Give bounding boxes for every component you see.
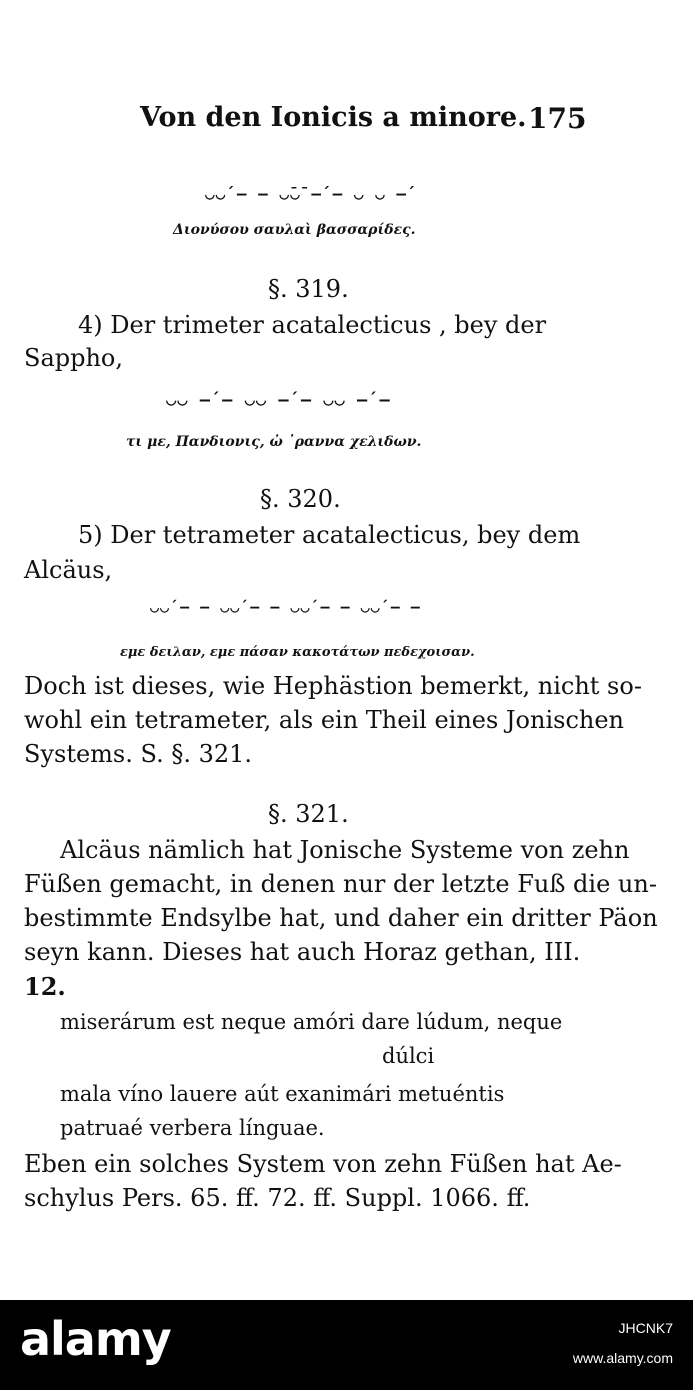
latin-verse-line-1: miserárum est neque amóri dare lúdum, neque [60,1010,563,1034]
para-320-line-2: Alcäus, [24,556,113,584]
para-319-line-2: Sappho, [24,344,124,372]
greek-verse-2: τι με, Πανδιονις, ὠ ᾽ραννα χελιδων. [126,434,422,450]
section-heading-320: §. 320. [260,485,341,513]
section-heading-321: §. 321. [268,800,349,828]
para-321-line-2: Füßen gemacht, in denen nur der letzte Fuß die un- [24,870,657,898]
para-321-line-7: schylus Pers. 65. ff. 72. ff. Suppl. 1066. ff. [24,1184,531,1212]
para-320-line-4: wohl ein tetrameter, als ein Theil eines Jonischen [24,706,624,734]
para-321-line-6: Eben ein solches System von zehn Füßen hat Ae- [24,1150,622,1178]
meter-scheme-2: ◡◡ –́ – ◡◡ –́ – ◡◡ –́ – [166,390,391,410]
latin-verse-line-4: patruaé verbera línguae. [60,1116,325,1140]
para-321-line-3: bestimmte Endsylbe hat, und daher ein dritter Päon [24,904,658,932]
para-321-line-1: Alcäus nämlich hat Jonische Systeme von zehn [60,836,630,864]
latin-verse-line-3: mala víno lauere aút exanimári metuéntis [60,1082,505,1106]
para-321-line-4: seyn kann. Dieses hat auch Horaz gethan, III. [24,938,581,966]
brand-logo: alamy [20,1312,171,1366]
para-320-line-1: 5) Der tetrameter acatalecticus, bey dem [78,521,581,549]
meter-scheme-3: ◡◡́ – – ◡◡́ – – ◡◡́ – – ◡◡́ – – [150,598,421,616]
greek-verse-3: εμε δειλαν, εμε πάσαν κακοτάτων πεδεχοισαν. [120,645,475,660]
meter-scheme-1: ◡◡́ – – ◡̄◡̄ –́ – ◡ ◡ –́ [205,184,408,203]
page-number: 175 [528,102,587,135]
site-url-label: www.alamy.com [572,1350,673,1366]
image-id-label: JHCNK7 [618,1320,673,1336]
watermark-footer [0,1300,693,1390]
para-321-line-5: 12. [24,972,66,1001]
latin-verse-line-2: dúlci [382,1044,435,1068]
running-head: Von den Ionicis a minore. [140,102,527,133]
section-heading-319: §. 319. [268,275,349,303]
greek-verse-1: Διονύσου σαυλαὶ βασσαρίδες. [173,222,416,238]
para-320-line-5: Systems. S. §. 321. [24,740,253,768]
para-319-line-1: 4) Der trimeter acatalecticus , bey der [78,311,547,339]
para-320-line-3: Doch ist dieses, wie Hephästion bemerkt, nicht so- [24,672,642,700]
